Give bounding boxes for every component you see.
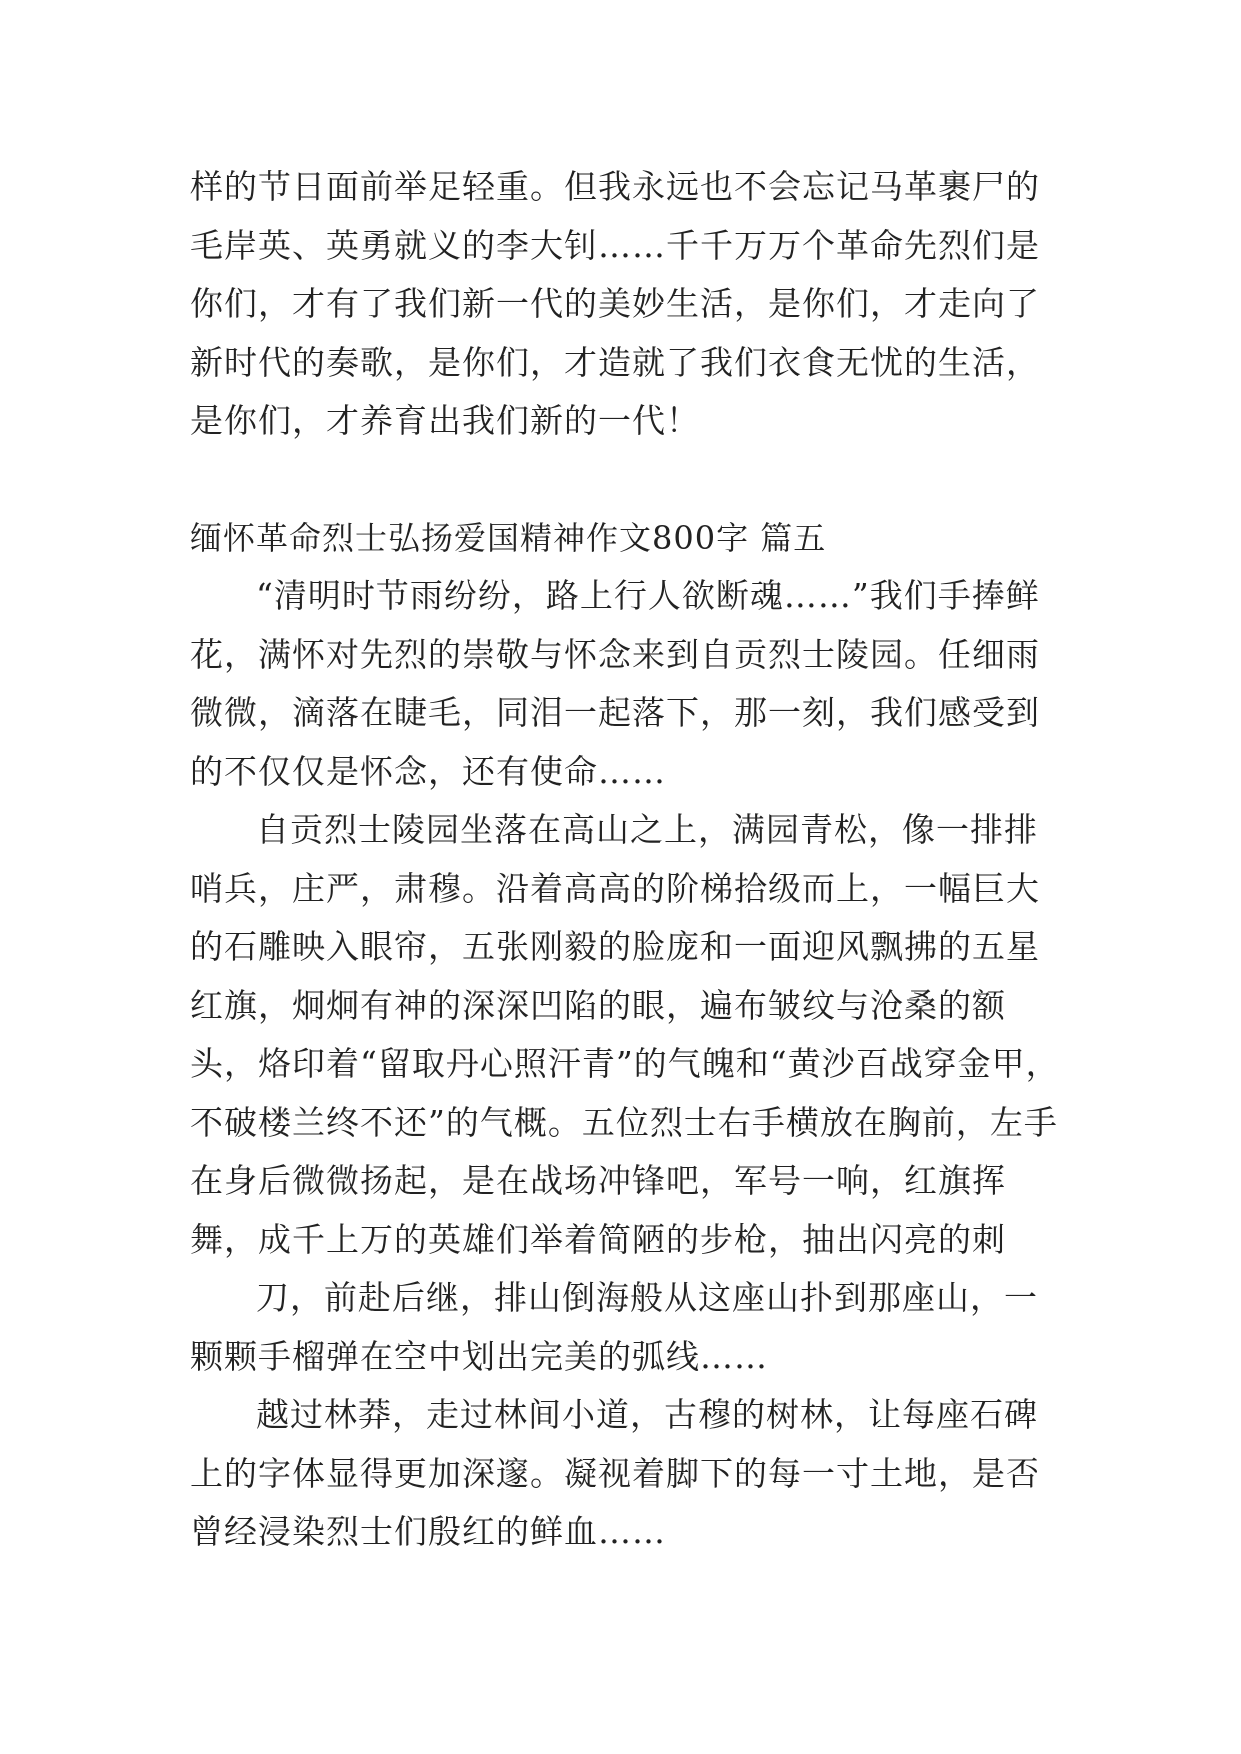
paragraph-4: 越过林莽，走过林间小道，古穆的树林，让每座石碑上的字体显得更加深邃。凝视着脚下的每一寸土地，是否曾经浸染烈士们殷红的鲜血……	[190, 1395, 1040, 1551]
paragraph-1: “清明时节雨纷纷，路上行人欲断魂……”我们手捧鲜花，满怀对先烈的崇敬与怀念来到自贡烈士陵园。任细雨微微，滴落在睫毛，同泪一起落下，那一刻，我们感受到的不仅仅是怀念，还有使命……	[190, 576, 1040, 791]
paragraph-2: 自贡烈士陵园坐落在高山之上，满园青松，像一排排哨兵，庄严，肃穆。沿着高高的阶梯拾级而上，一幅巨大的石雕映入眼帘，五张刚毅的脸庞和一面迎风飘拂的五星红旗，炯炯有神的深深凹陷的眼，遍布皱纹与沧桑的额头，烙印着“留取丹心照汗青”的气魄和“黄沙百战穿金甲，不破楼兰终不还”的气概。五位烈士右手横放在胸前，左手在身后微微扬起，是在战场冲锋吧，军号一响，红旗挥舞，成千上万的英雄们举着简陋的步枪，抽出闪亮的刺	[190, 810, 1060, 1259]
document-body	[190, 158, 1070, 1562]
paragraph-3: 刀，前赴后继，排山倒海般从这座山扑到那座山，一颗颗手榴弹在空中划出完美的弧线……	[190, 1278, 1038, 1376]
continuation-paragraph: 样的节日面前举足轻重。但我永远也不会忘记马革裹尸的毛岸英、英勇就义的李大钊……千千万万个革命先烈们是你们，才有了我们新一代的美妙生活，是你们，才走向了新时代的奏歌，是你们，才造就了我们衣食无忧的生活，是你们，才养育出我们新的一代！	[190, 167, 1040, 440]
section-heading: 缅怀革命烈士弘扬爱国精神作文800字 篇五	[190, 518, 827, 557]
